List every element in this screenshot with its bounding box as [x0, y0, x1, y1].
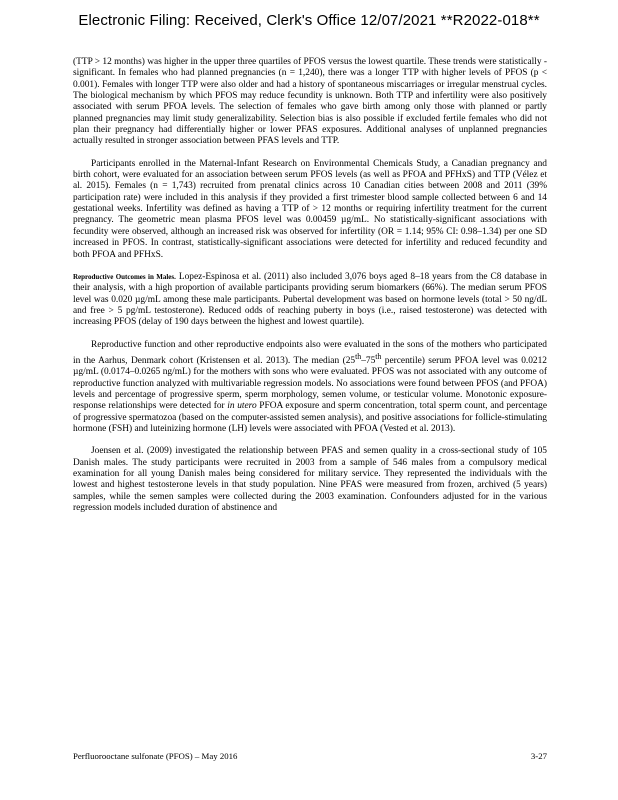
page-number: 3-27 [530, 751, 547, 761]
paragraph-mirec-study: Participants enrolled in the Maternal-Infant Research on Environmental Chemicals Study, a Canadian pregnancy and birth cohort, were evaluated for an association between serum PFOS levels (as well as PFOA and PFHxS) and TTP (Vélez et al. 2015). Females (n = 1,743) recruited from prenatal clinics across 10 Canadian cities between 2008 and 2011 (39% participation rate) were included in this analysis if they provided a first trimester blood sample collected between 6 and 14 gestational weeks. Infertility was defined as having a TTP of > 12 months or requiring infertility treatment for the current pregnancy. The geometric mean plasma PFOS level was 0.00459 µg/mL. No statistically-significant associations with fecundity were observed, although an increased risk was observed for infertility (OR = 1.14; 95% CI: 0.98–1.34) per one SD increased in PFOS. In contrast, statistically-significant associations were detected for infertility and reduced fecundity and both PFOA and PFHxS. [73, 158, 547, 260]
paragraph-male-outcomes-text: Lopez-Espinosa et al. (2011) also included 3,076 boys aged 8–18 years from the C8 database in their analysis, with a high proportion of available participants providing serum biomarkers (66%). The median serum PFOS level was 0.020 µg/mL among these male participants. Pubertal development was based on hormone levels (total > 50 ng/dL and free > 5 pg/mL testosterone). Reduced odds of reaching puberty in boys (i.e., raised testosterone) was detected with increasing PFOS (delay of 190 days between the highest and lowest quartile). [73, 271, 547, 328]
filing-header: Electronic Filing: Received, Clerk's Office 12/07/2021 **R2022-018** [78, 12, 540, 29]
paragraph-ttp-continuation: (TTP > 12 months) was higher in the upper three quartiles of PFOS versus the lowest quartile. These trends were statistically -significant. In females who had planned pregnancies (n = 1,240), there was a longer TTP with higher levels of PFOS (p < 0.001). Females with longer TTP were also older and had a history of spontaneous miscarriages or irregular menstrual cycles. The biological mechanism by which PFOS may reduce fecundity is unknown. Both TTP and infertility were also positively associated with serum PFOA levels. The selection of females who gave birth among only those with planned or partly planned pregnancies may limit study generalizability. Selection bias is also possible if excluded fertile females who did not plan their pregnancy had differentially higher or lower PFAS exposures. Additional analyses of unplanned pregnancies actually resulted in stronger association between PFAS levels and TTP. [73, 57, 547, 147]
paragraph-aarhus-cohort [73, 340, 547, 436]
italic-term: in utero [227, 401, 257, 412]
section-heading-male-outcomes: Reproductive Outcomes in Males. [73, 272, 176, 281]
superscript: th [375, 351, 382, 361]
superscript: th [355, 351, 362, 361]
text-run: –75 [361, 356, 376, 367]
text-run: Reproductive function and other reproductive endpoints also were evaluated in the sons of the mothers who participated in the Aarhus, Denmark cohort (Kristensen et al. 2013). The median (25 [73, 339, 547, 367]
paragraph-male-outcomes [73, 272, 547, 329]
text-run: PFOA exposure and sperm concentration, total sperm count, and percentage of progressive spermatozoa (based on the computer-assisted semen analysis), and positive associations for follicle-stimulating hormone (FSH) and luteinizing hormone (LH) levels were associated with PFOA (Vested et al. 2013). [73, 401, 548, 435]
page-footer [73, 751, 547, 761]
text-run: percentile) serum PFOA level was 0.0212 µg/mL (0.0174–0.0265 ng/mL) for the mothers with sons who were evaluated. PFOS was not associated with any outcome of reproductive function analyzed with multivariable regression models. No associations were found between PFOS (and PFOA) levels and percentage of progressive sperm, sperm morphology, semen volume, or testicular volume. Monotonic exposure-response relationships were detected for [73, 356, 547, 412]
document-body [73, 57, 547, 515]
footer-document-title: Perfluorooctane sulfonate (PFOS) – May 2016 [73, 751, 238, 761]
paragraph-joensen-study: Joensen et al. (2009) investigated the relationship between PFAS and semen quality in a cross-sectional study of 105 Danish males. The study participants were recruited in 2003 from a sample of 546 males from a compulsory medical examination for all young Danish males being considered for military service. They represented the individuals with the lowest and highest testosterone levels in that study population. Nine PFAS were measured from frozen, archived (5 years) samples, while the semen samples were collected during the 2003 examination. Confounders adjusted for in the various regression models included duration of abstinence and [73, 446, 547, 514]
